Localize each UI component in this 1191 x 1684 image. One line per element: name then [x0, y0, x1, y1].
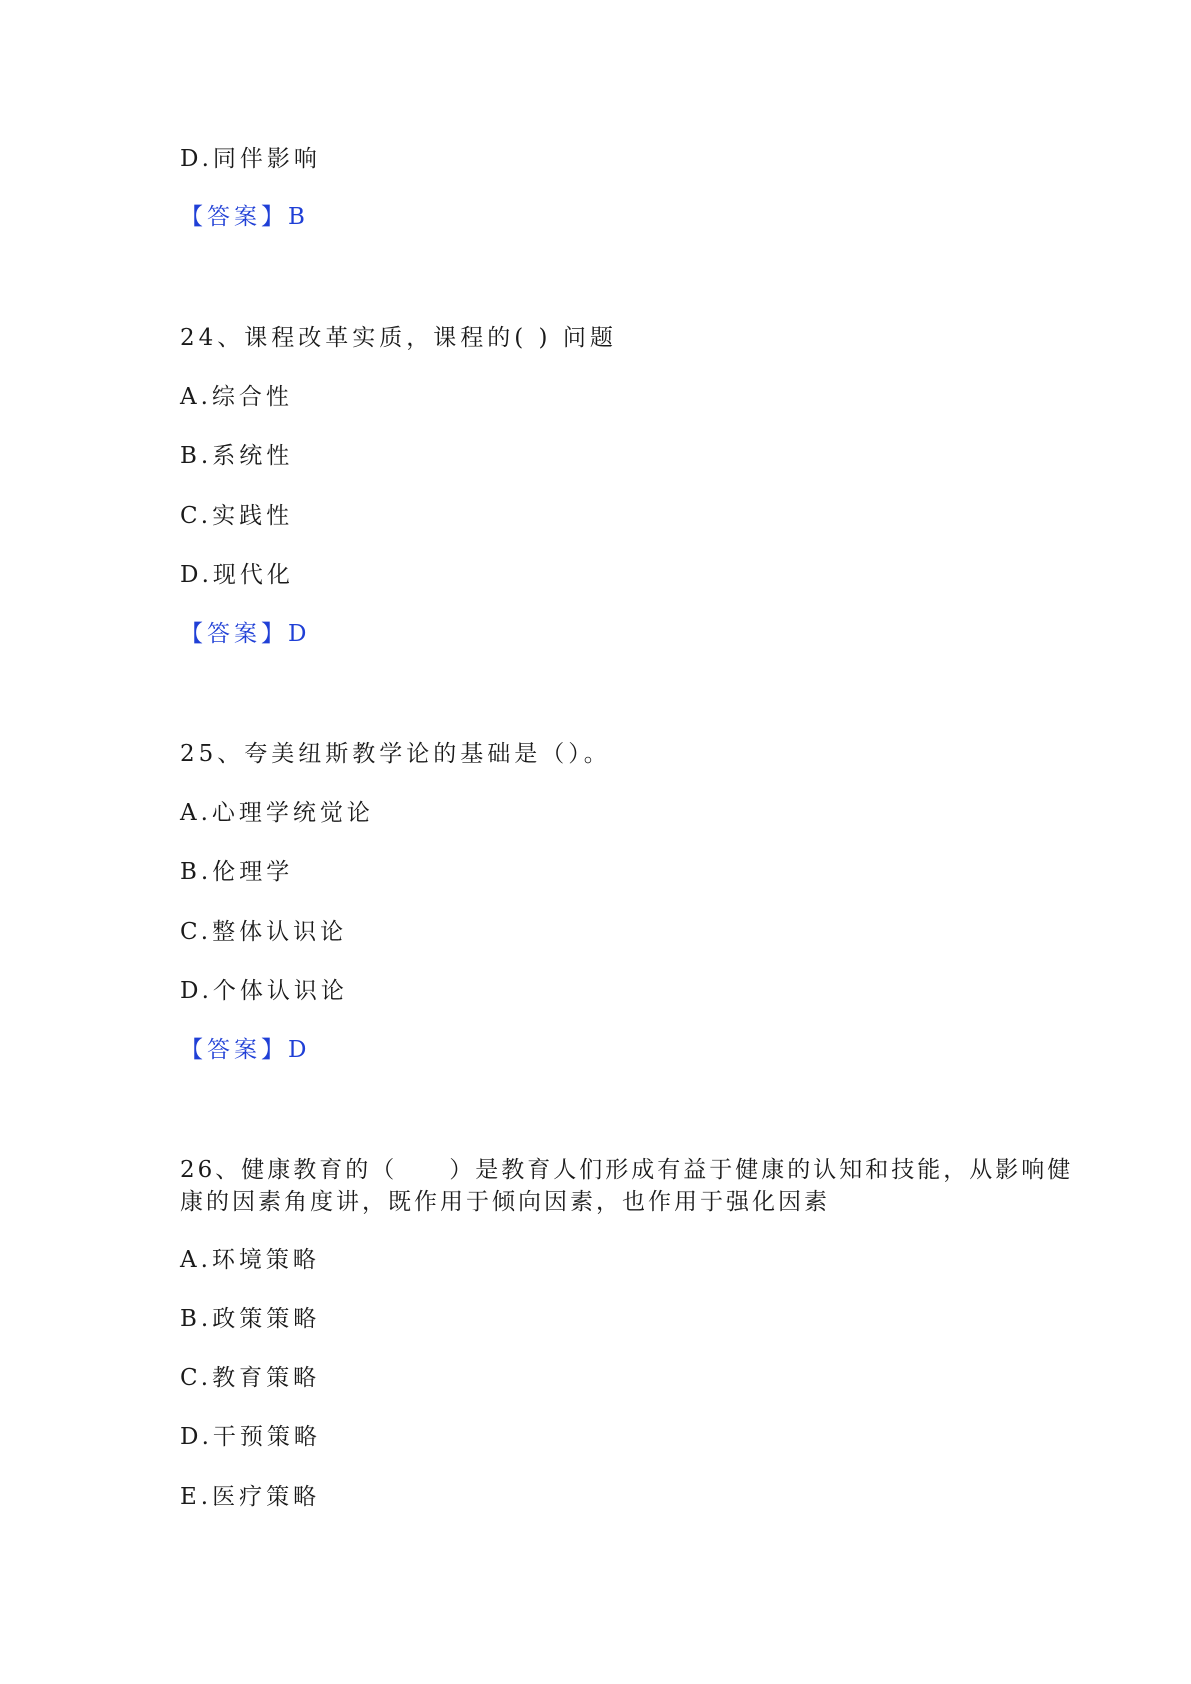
- q24-option-c: C.实践性: [180, 503, 294, 529]
- q26-option-b: B.政策策略: [180, 1306, 321, 1332]
- q26-option-d: D.干预策略: [180, 1424, 321, 1450]
- q26-stem-line2: 康的因素角度讲，既作用于倾向因素，也作用于强化因素: [180, 1189, 830, 1215]
- q23-option-d: D.同伴影响: [180, 146, 321, 172]
- q25-option-a: A.心理学统觉论: [180, 800, 374, 826]
- q24-option-a: A.综合性: [180, 384, 293, 410]
- q26-option-a: A.环境策略: [180, 1247, 320, 1273]
- q24-stem: 24、课程改革实质，课程的( ) 问题: [180, 325, 617, 351]
- q25-answer: 【答案】D: [180, 1037, 311, 1063]
- q26-option-c: C.教育策略: [180, 1365, 321, 1391]
- q26-stem-line1: 26、健康教育的（ ）是教育人们形成有益于健康的认知和技能，从影响健: [180, 1157, 1074, 1183]
- q25-stem: 25、夸美纽斯教学论的基础是（）。: [180, 741, 611, 767]
- q24-option-d: D.现代化: [180, 562, 294, 588]
- q26-option-e: E.医疗策略: [180, 1484, 321, 1510]
- q25-option-c: C.整体认识论: [180, 919, 348, 945]
- q23-answer: 【答案】B: [180, 204, 309, 230]
- q24-option-b: B.系统性: [180, 443, 294, 469]
- q25-option-d: D.个体认识论: [180, 978, 348, 1004]
- q24-answer: 【答案】D: [180, 621, 311, 647]
- q25-option-b: B.伦理学: [180, 859, 294, 885]
